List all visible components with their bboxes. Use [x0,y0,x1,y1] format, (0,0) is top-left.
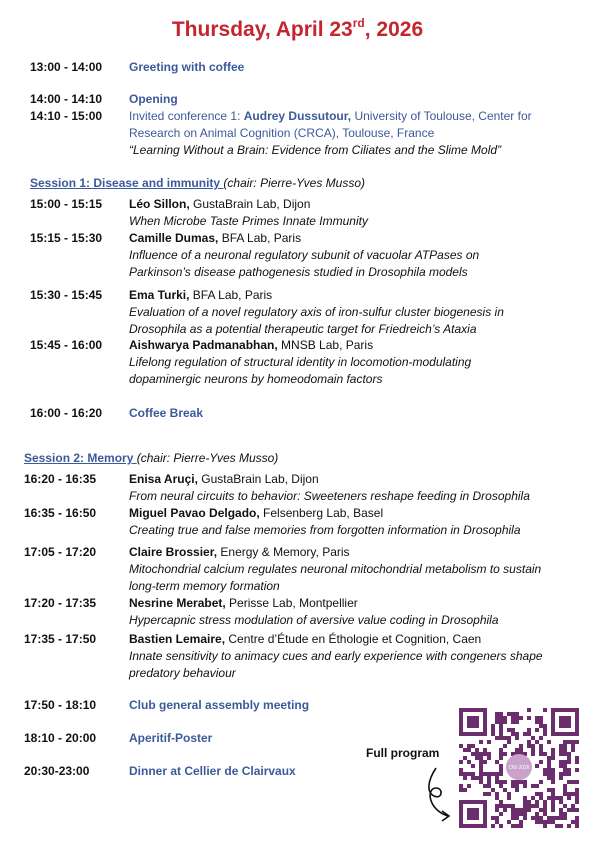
event-label: Dinner at Cellier de Clairvaux [129,764,296,778]
event-label: Opening [129,92,178,106]
page-title: Thursday, April 23rd, 2026 [171,16,424,41]
time-slot: 16:00 - 16:20 [30,406,103,420]
time-slot: 14:00 - 14:10 [30,92,103,106]
talk-entry: Bastien Lemaire, Centre d’Étude en Éthologie et Cognition, Caen Innate sensitivity to animacy cues and early experience with congeners shape predatory behaviour [129,632,543,680]
invited-conference: Invited conference 1: Audrey Dussutour, University of Toulouse, Center for Research on Animal Cognition (CRCA), Toulouse, France [129,109,532,140]
time-slot: 14:10 - 15:00 [30,109,103,123]
talk-entry: Enisa Aruçi, GustaBrain Lab, Dijon From neural circuits to behavior: Sweeteners reshape feeding in Drosophila [129,472,530,503]
event-label: Greeting with coffee [129,60,245,74]
time-slot: 13:00 - 14:00 [30,60,103,74]
time-slot: 20:30-23:00 [24,764,90,778]
talk-entry: Camille Dumas, BFA Lab, Paris Influence of a neuronal regulatory subunit of vacuolar ATPases on Parkinson’s disease pathogenesis studied in Drosophila models [129,231,480,279]
time-slot: 15:45 - 16:00 [30,338,103,352]
event-label: Club general assembly meeting [129,698,310,712]
time-slot: 16:20 - 16:35 [24,472,97,486]
full-program-label: Full program [366,746,440,760]
time-slot: 16:35 - 16:50 [24,506,97,520]
talk-entry: Nesrine Merabet, Perisse Lab, Montpellier Hypercapnic stress modulation of aversive value coding in Drosophila [129,596,499,627]
talk-entry: Aishwarya Padmanabhan, MNSB Lab, Paris Lifelong regulation of structural identity in locomotion-modulating dopaminergic neurons by homeodomain factors [129,338,472,386]
time-slot: 15:30 - 15:45 [30,288,103,302]
qr-code[interactable] [459,708,579,828]
curly-arrow-icon [418,766,462,824]
talk-title: “Learning Without a Brain: Evidence from Ciliates and the Slime Mold” [129,143,502,157]
event-label: Coffee Break [129,406,204,420]
qr-logo-label: CNI 2026 [508,765,530,771]
time-slot: 17:20 - 17:35 [24,596,97,610]
session-1-header: Session 1: Disease and immunity (chair: Pierre-Yves Musso) [30,176,365,190]
time-slot: 17:50 - 18:10 [24,698,97,712]
talk-entry: Léo Sillon, GustaBrain Lab, Dijon When Microbe Taste Primes Innate Immunity [129,197,368,228]
time-slot: 15:00 - 15:15 [30,197,103,211]
time-slot: 18:10 - 20:00 [24,731,97,745]
time-slot: 17:35 - 17:50 [24,632,97,646]
talk-entry: Claire Brossier, Energy & Memory, Paris Mitochondrial calcium regulates neuronal mitochondrial metabolism to sustain long-term memory formation [129,545,542,593]
time-slot: 17:05 - 17:20 [24,545,97,559]
event-label: Aperitif-Poster [129,731,213,745]
talk-entry: Ema Turki, BFA Lab, Paris Evaluation of a novel regulatory axis of iron-sulfur cluster biogenesis in Drosophila as a potential therapeutic target for Friedreich’s Ataxia [129,288,504,336]
talk-entry: Miguel Pavao Delgado, Felsenberg Lab, Basel Creating true and false memories from forgotten information in Drosophila [129,506,521,537]
time-slot: 15:15 - 15:30 [30,231,103,245]
session-2-header: Session 2: Memory (chair: Pierre-Yves Musso) [24,451,279,465]
